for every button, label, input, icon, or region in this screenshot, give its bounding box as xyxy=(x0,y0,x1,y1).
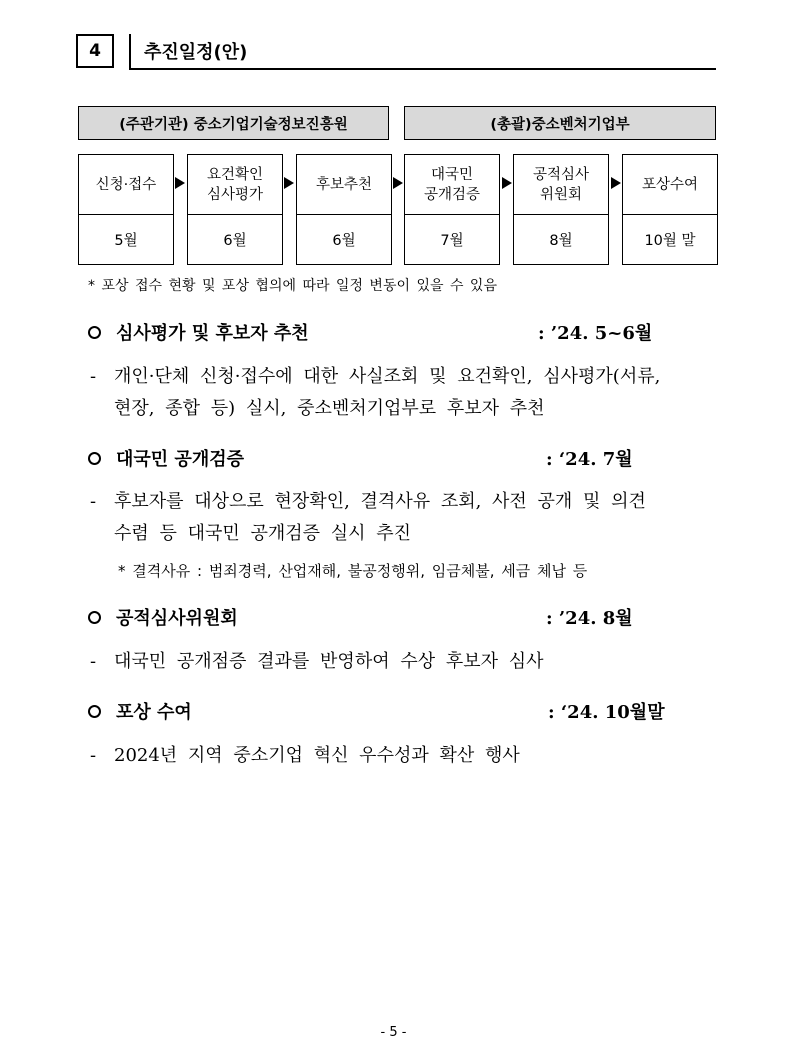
item-heading xyxy=(86,319,726,345)
item-title: 포상 수여 xyxy=(116,702,192,723)
item-paragraph xyxy=(90,486,730,550)
item-date: : ’24. 8월 xyxy=(546,608,633,629)
step-application xyxy=(78,154,174,265)
step-label: 후보추천 xyxy=(315,176,373,193)
arrow-right-icon xyxy=(284,177,294,189)
bullet-circle-icon xyxy=(88,326,101,339)
item-heading xyxy=(86,698,726,724)
item-heading xyxy=(86,445,726,471)
step-review xyxy=(187,154,283,265)
item-paragraph xyxy=(90,361,730,425)
step-label: 심사평가 xyxy=(206,186,264,203)
step-committee xyxy=(513,154,609,265)
org-host-box: (주관기관) 중소기업기술정보진흥원 xyxy=(78,106,389,140)
item-title: 심사평가 및 후보자 추천 xyxy=(116,323,309,344)
step-label: 대국민 xyxy=(430,166,474,183)
item-date: : ‘24. 10월말 xyxy=(548,702,665,723)
org-general-box: (총괄)중소벤처기업부 xyxy=(404,106,716,140)
item-title: 공적심사위원회 xyxy=(116,608,238,629)
step-label: 공적심사 xyxy=(532,166,590,183)
arrow-right-icon xyxy=(502,177,512,189)
item-heading xyxy=(86,604,726,630)
dash-marker: - xyxy=(90,366,97,387)
page-number: - 5 - xyxy=(380,1025,407,1040)
step-label: 요건확인 xyxy=(206,166,264,183)
section-divider xyxy=(129,34,131,70)
step-label: 신청·접수 xyxy=(95,176,157,193)
dash-marker: - xyxy=(90,491,97,512)
bullet-circle-icon xyxy=(88,452,101,465)
item-paragraph xyxy=(90,740,730,772)
section-rule xyxy=(129,68,716,70)
step-month: 8월 xyxy=(549,233,573,249)
item-date: : ’24. 5~6월 xyxy=(538,323,653,344)
step-label: 포상수여 xyxy=(641,176,699,193)
bullet-circle-icon xyxy=(88,705,101,718)
dash-marker: - xyxy=(90,745,97,766)
step-recommendation xyxy=(296,154,392,265)
step-public-verification xyxy=(404,154,500,265)
bullet-circle-icon xyxy=(88,611,101,624)
section-title: 추진일정(안) xyxy=(144,42,248,63)
step-month: 5월 xyxy=(114,233,138,249)
disqualification-note: * 결격사유 : 범죄경력, 산업재해, 불공정행위, 임금체불, 세금 체납 등 xyxy=(118,562,588,580)
paragraph-line: 현장, 종합 등) 실시, 중소벤처기업부로 후보자 추천 xyxy=(114,398,545,419)
paragraph-line: 후보자를 대상으로 현장확인, 결격사유 조회, 사전 공개 및 의견 xyxy=(114,491,646,512)
paragraph-line: 2024년 지역 중소기업 혁신 우수성과 확산 행사 xyxy=(114,745,520,766)
paragraph-line: 수렴 등 대국민 공개검증 실시 추진 xyxy=(114,523,412,544)
step-award xyxy=(622,154,718,265)
item-title: 대국민 공개검증 xyxy=(116,449,244,470)
arrow-right-icon xyxy=(393,177,403,189)
paragraph-line: 대국민 공개점증 결과를 반영하여 수상 후보자 심사 xyxy=(114,651,544,672)
step-month: 10월 말 xyxy=(644,233,696,249)
paragraph-line: 개인·단체 신청·접수에 대한 사실조회 및 요건확인, 심사평가(서류, xyxy=(114,366,661,387)
step-month: 6월 xyxy=(332,233,356,249)
step-month: 6월 xyxy=(223,233,247,249)
arrow-right-icon xyxy=(175,177,185,189)
step-label: 위원회 xyxy=(539,186,583,203)
item-paragraph xyxy=(90,646,730,678)
section-number: 4 xyxy=(76,34,114,68)
item-date: : ‘24. 7월 xyxy=(546,449,633,470)
arrow-right-icon xyxy=(611,177,621,189)
dash-marker: - xyxy=(90,651,97,672)
step-label: 공개검증 xyxy=(423,186,481,203)
schedule-note: * 포상 접수 현황 및 포상 협의에 따라 일정 변동이 있을 수 있음 xyxy=(88,278,497,294)
step-month: 7월 xyxy=(440,233,464,249)
